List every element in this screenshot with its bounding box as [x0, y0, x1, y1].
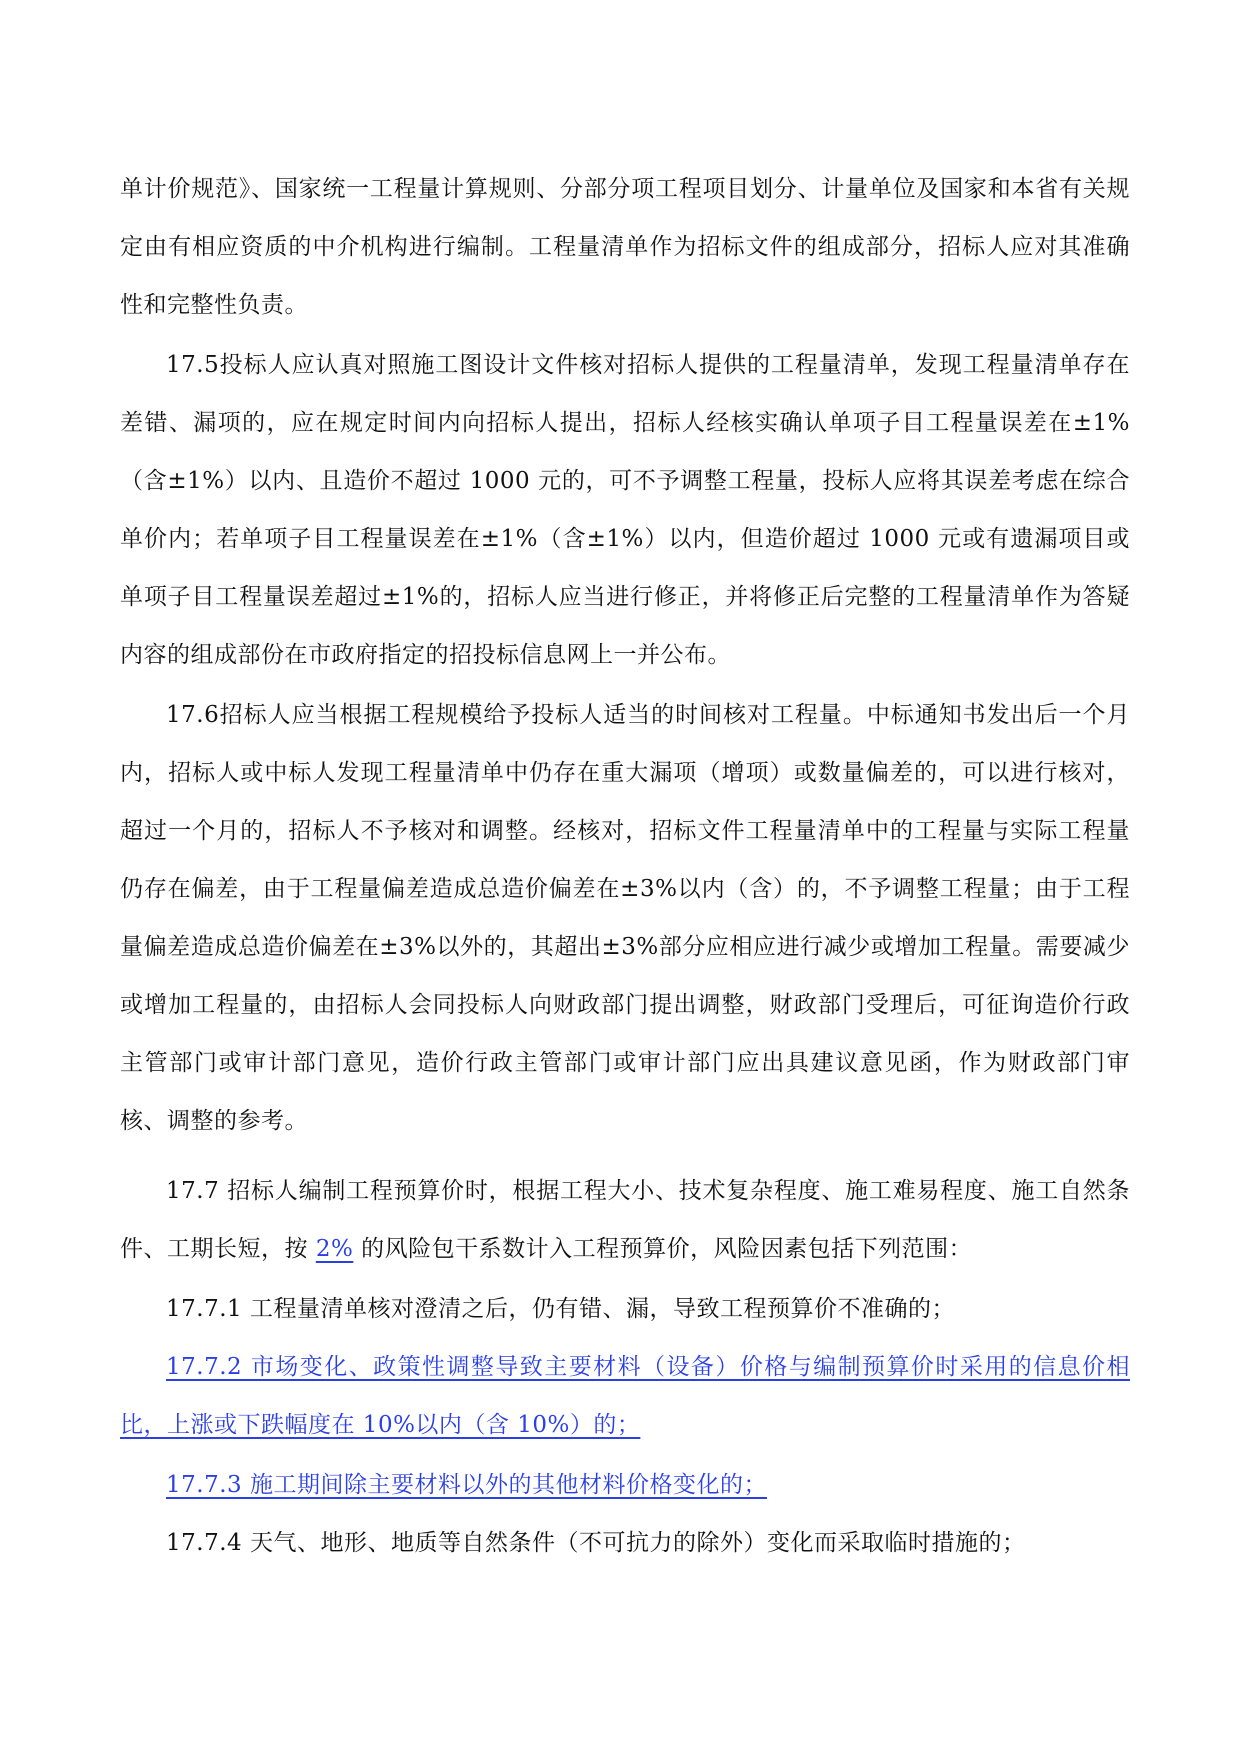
paragraph-17-7-3-link[interactable]: 17.7.3 施工期间除主要材料以外的其他材料价格变化的； — [166, 1472, 767, 1498]
risk-percentage-link[interactable]: 2% — [315, 1236, 354, 1262]
paragraph-17-5: 17.5投标人应认真对照施工图设计文件核对招标人提供的工程量清单，发现工程量清单存在差错、漏项的，应在规定时间内向招标人提出，招标人经核实确认单项子目工程量误差在±1%（含±1%）以内、且造价不超过 1000 元的，可不予调整工程量，投标人应将其误差考虑在综合单价内；若单项子目工程量误差在±1%（含±1%）以内，但造价超过 1000 元或有遗漏项目或单项子目工程量误差超过±1%的，招标人应当进行修正，并将修正后完整的工程量清单作为答疑内容的组成部份在市政府指定的招投标信息网上一并公布。 — [120, 352, 1130, 668]
paragraph-17-7-text-a: 17.7 招标人编制工程预算价时，根据工程大小、技术复杂程度、施工难易程度、施工自然条件、工期长短，按 — [120, 1178, 1130, 1262]
paragraph-17-7-text-b: 的风险包干系数计入工程预算价，风险因素包括下列范围： — [353, 1236, 973, 1262]
paragraph-17-6: 17.6招标人应当根据工程规模给予投标人适当的时间核对工程量。中标通知书发出后一个月内，招标人或中标人发现工程量清单中仍存在重大漏项（增项）或数量偏差的，可以进行核对，超过一个月的，招标人不予核对和调整。经核对，招标文件工程量清单中的工程量与实际工程量仍存在偏差，由于工程量偏差造成总造价偏差在±3%以内（含）的，不予调整工程量；由于工程量偏差造成总造价偏差在±3%以外的，其超出±3%部分应相应进行减少或增加工程量。需要减少或增加工程量的，由招标人会同投标人向财政部门提出调整，财政部门受理后，可征询造价行政主管部门或审计部门意见，造价行政主管部门或审计部门应出具建议意见函，作为财政部门审核、调整的参考。 — [120, 702, 1130, 1134]
paragraph-17-7-1: 17.7.1 工程量清单核对澄清之后，仍有错、漏，导致工程预算价不准确的； — [166, 1296, 955, 1322]
paragraph-17-7-2-link[interactable]: 17.7.2 市场变化、政策性调整导致主要材料（设备）价格与编制预算价时采用的信息价相比，上涨或下跌幅度在 10%以内（含 10%）的； — [120, 1354, 1130, 1438]
paragraph-continued: 单计价规范》、国家统一工程量计算规则、分部分项工程项目划分、计量单位及国家和本省有关规定由有相应资质的中介机构进行编制。工程量清单作为招标文件的组成部分，招标人应对其准确性和完整性负责。 — [120, 176, 1130, 318]
paragraph-17-7 — [120, 1162, 1130, 1278]
paragraph-17-7-4: 17.7.4 天气、地形、地质等自然条件（不可抗力的除外）变化而采取临时措施的； — [166, 1530, 1026, 1556]
document-page — [120, 160, 1130, 1572]
